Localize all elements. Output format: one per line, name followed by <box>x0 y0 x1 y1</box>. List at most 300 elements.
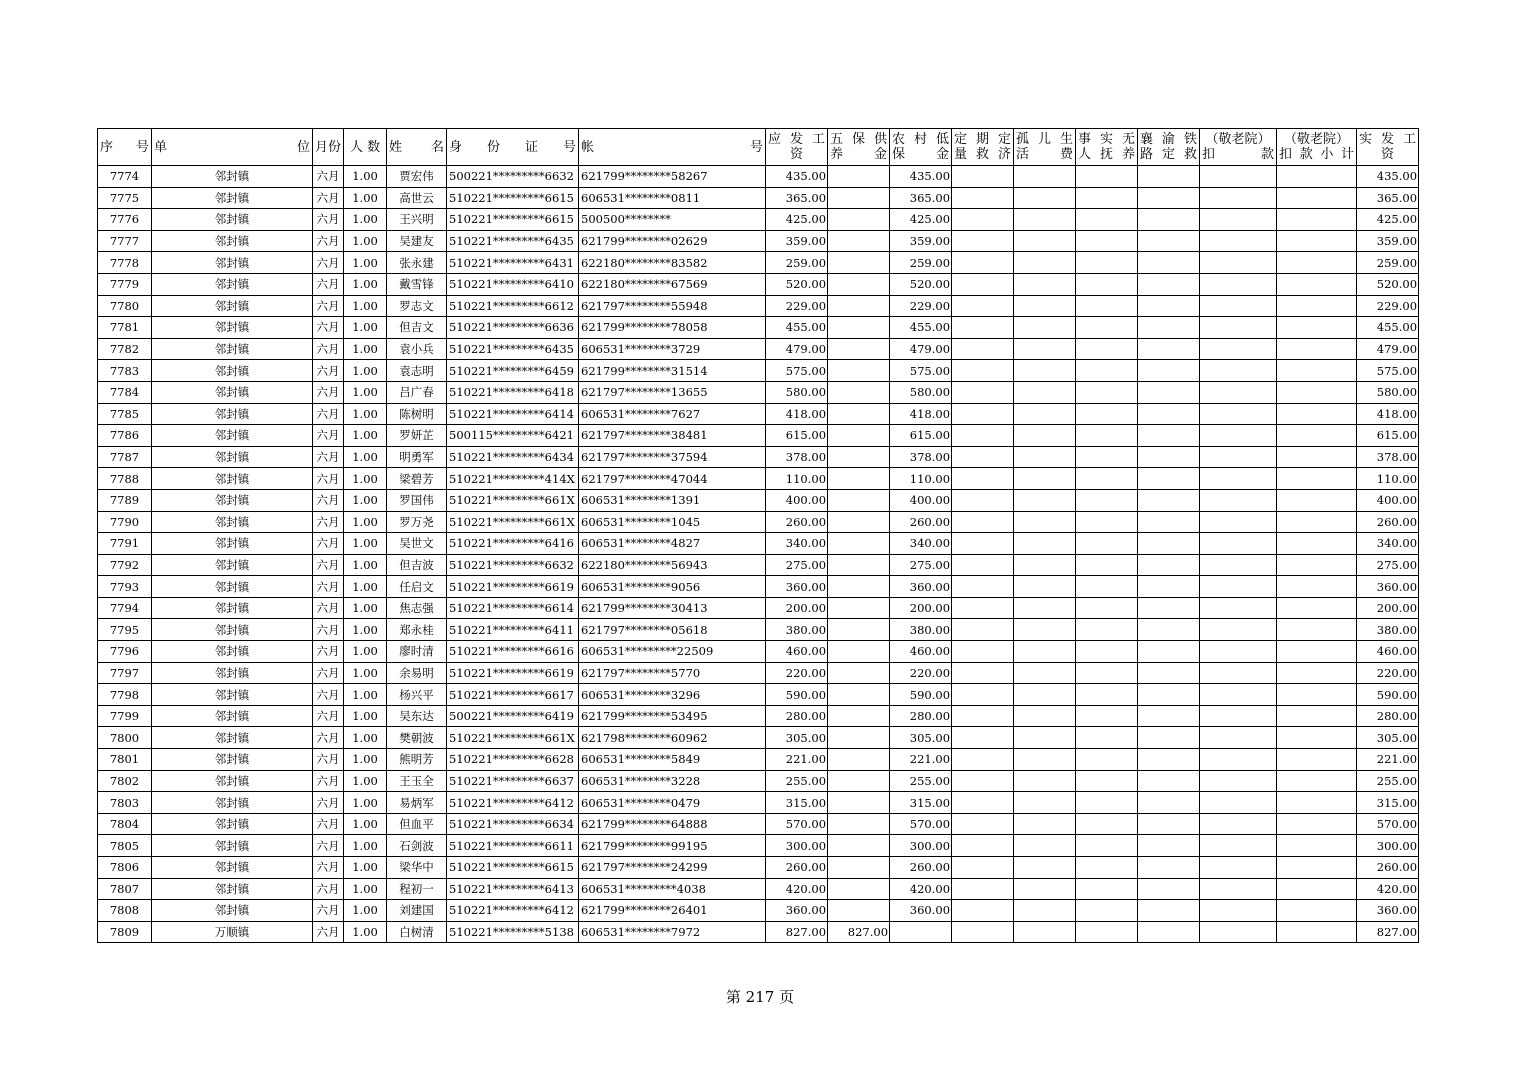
cell-low: 275.00 <box>890 554 952 576</box>
cell-due: 590.00 <box>766 684 828 706</box>
cell-empty <box>1014 684 1076 706</box>
cell-id: 510221*********661X <box>447 727 579 749</box>
cell-seq: 7781 <box>98 317 152 339</box>
cell-count: 1.00 <box>344 166 387 188</box>
cell-empty <box>1277 813 1357 835</box>
cell-name: 杨兴平 <box>387 684 447 706</box>
cell-seq: 7777 <box>98 230 152 252</box>
cell-unit: 邻封镇 <box>152 792 313 814</box>
cell-seq: 7787 <box>98 446 152 468</box>
cell-actual: 615.00 <box>1357 425 1419 447</box>
cell-month: 六月 <box>313 230 344 252</box>
cell-empty <box>1076 900 1138 922</box>
cell-name: 王兴明 <box>387 209 447 231</box>
cell-empty <box>1138 576 1200 598</box>
cell-account: 606531*********22509 <box>579 641 766 663</box>
cell-id: 510221*********6615 <box>447 209 579 231</box>
cell-empty <box>952 403 1014 425</box>
cell-seq: 7808 <box>98 900 152 922</box>
cell-empty <box>1076 662 1138 684</box>
cell-empty <box>1138 857 1200 879</box>
cell-low: 575.00 <box>890 360 952 382</box>
cell-actual: 570.00 <box>1357 813 1419 835</box>
cell-count: 1.00 <box>344 576 387 598</box>
cell-account: 606531********5849 <box>579 749 766 771</box>
table-row <box>98 273 1419 295</box>
cell-empty <box>1277 641 1357 663</box>
cell-empty <box>1200 187 1277 209</box>
cell-empty <box>1138 921 1200 943</box>
cell-empty <box>1014 187 1076 209</box>
cell-empty <box>952 317 1014 339</box>
cell-count: 1.00 <box>344 554 387 576</box>
cell-count: 1.00 <box>344 511 387 533</box>
cell-seq: 7800 <box>98 727 152 749</box>
cell-empty <box>1014 792 1076 814</box>
cell-empty <box>1014 619 1076 641</box>
cell-low: 590.00 <box>890 684 952 706</box>
cell-seq: 7791 <box>98 533 152 555</box>
cell-actual: 400.00 <box>1357 489 1419 511</box>
cell-empty <box>1138 705 1200 727</box>
cell-due: 827.00 <box>766 921 828 943</box>
table-row <box>98 403 1419 425</box>
cell-account: 621799********26401 <box>579 900 766 922</box>
cell-low: 220.00 <box>890 662 952 684</box>
cell-seq: 7805 <box>98 835 152 857</box>
cell-unit: 邻封镇 <box>152 446 313 468</box>
cell-unit: 邻封镇 <box>152 381 313 403</box>
cell-month: 六月 <box>313 813 344 835</box>
table-row <box>98 921 1419 943</box>
cell-name: 但血平 <box>387 813 447 835</box>
cell-due: 455.00 <box>766 317 828 339</box>
cell-account: 606531********0479 <box>579 792 766 814</box>
cell-five <box>828 749 890 771</box>
cell-empty <box>1138 684 1200 706</box>
cell-empty <box>952 770 1014 792</box>
cell-empty <box>952 338 1014 360</box>
cell-seq: 7782 <box>98 338 152 360</box>
cell-count: 1.00 <box>344 425 387 447</box>
cell-empty <box>1014 727 1076 749</box>
cell-count: 1.00 <box>344 273 387 295</box>
cell-empty <box>1277 705 1357 727</box>
cell-account: 621799********99195 <box>579 835 766 857</box>
cell-empty <box>1200 446 1277 468</box>
cell-name: 郑永桂 <box>387 619 447 641</box>
table-row <box>98 619 1419 641</box>
cell-actual: 259.00 <box>1357 252 1419 274</box>
cell-id: 510221*********6414 <box>447 403 579 425</box>
cell-empty <box>952 360 1014 382</box>
cell-unit: 邻封镇 <box>152 533 313 555</box>
cell-id: 510221*********6611 <box>447 835 579 857</box>
cell-empty <box>1200 403 1277 425</box>
cell-due: 520.00 <box>766 273 828 295</box>
cell-empty <box>1200 554 1277 576</box>
table-row <box>98 511 1419 533</box>
cell-seq: 7802 <box>98 770 152 792</box>
cell-id: 510221*********6632 <box>447 554 579 576</box>
cell-seq: 7795 <box>98 619 152 641</box>
header-count: 人 数 <box>344 129 387 166</box>
cell-empty <box>1076 554 1138 576</box>
cell-empty <box>1076 209 1138 231</box>
cell-count: 1.00 <box>344 684 387 706</box>
cell-due: 460.00 <box>766 641 828 663</box>
cell-account: 621799********31514 <box>579 360 766 382</box>
cell-empty <box>1076 921 1138 943</box>
cell-empty <box>1014 511 1076 533</box>
cell-month: 六月 <box>313 619 344 641</box>
cell-id: 510221*********6612 <box>447 295 579 317</box>
cell-unit: 邻封镇 <box>152 684 313 706</box>
cell-empty <box>1277 446 1357 468</box>
cell-five <box>828 727 890 749</box>
cell-empty <box>952 533 1014 555</box>
cell-empty <box>1138 230 1200 252</box>
cell-empty <box>1014 381 1076 403</box>
cell-empty <box>1138 403 1200 425</box>
table-row <box>98 597 1419 619</box>
cell-seq: 7799 <box>98 705 152 727</box>
cell-name: 石剑波 <box>387 835 447 857</box>
cell-name: 易炳军 <box>387 792 447 814</box>
cell-account: 606531********3296 <box>579 684 766 706</box>
cell-month: 六月 <box>313 489 344 511</box>
cell-unit: 邻封镇 <box>152 166 313 188</box>
cell-empty <box>1014 468 1076 490</box>
cell-account: 622180********67569 <box>579 273 766 295</box>
cell-empty <box>1277 230 1357 252</box>
cell-five <box>828 641 890 663</box>
cell-empty <box>1200 857 1277 879</box>
cell-seq: 7807 <box>98 878 152 900</box>
cell-empty <box>1138 273 1200 295</box>
cell-due: 359.00 <box>766 230 828 252</box>
cell-empty <box>952 792 1014 814</box>
cell-name: 罗妍芷 <box>387 425 447 447</box>
cell-empty <box>1277 252 1357 274</box>
cell-empty <box>1277 489 1357 511</box>
table-row <box>98 317 1419 339</box>
cell-account: 606531********4827 <box>579 533 766 555</box>
cell-name: 陈树明 <box>387 403 447 425</box>
cell-empty <box>1200 705 1277 727</box>
cell-five <box>828 900 890 922</box>
cell-empty <box>1200 252 1277 274</box>
cell-empty <box>1138 187 1200 209</box>
cell-due: 400.00 <box>766 489 828 511</box>
cell-account: 606531********7972 <box>579 921 766 943</box>
table-row <box>98 381 1419 403</box>
cell-month: 六月 <box>313 597 344 619</box>
cell-seq: 7809 <box>98 921 152 943</box>
cell-id: 510221*********6617 <box>447 684 579 706</box>
cell-account: 621799********78058 <box>579 317 766 339</box>
cell-month: 六月 <box>313 857 344 879</box>
cell-count: 1.00 <box>344 813 387 835</box>
cell-empty <box>952 273 1014 295</box>
cell-seq: 7798 <box>98 684 152 706</box>
cell-empty <box>1076 446 1138 468</box>
cell-empty <box>1138 511 1200 533</box>
cell-due: 200.00 <box>766 597 828 619</box>
cell-account: 621799********58267 <box>579 166 766 188</box>
cell-five <box>828 533 890 555</box>
cell-low: 570.00 <box>890 813 952 835</box>
cell-unit: 邻封镇 <box>152 489 313 511</box>
cell-account: 621799********53495 <box>579 705 766 727</box>
cell-seq: 7793 <box>98 576 152 598</box>
cell-actual: 221.00 <box>1357 749 1419 771</box>
cell-empty <box>1138 166 1200 188</box>
cell-count: 1.00 <box>344 338 387 360</box>
cell-month: 六月 <box>313 554 344 576</box>
cell-name: 但吉文 <box>387 317 447 339</box>
cell-id: 510221*********414X <box>447 468 579 490</box>
cell-five <box>828 230 890 252</box>
cell-low: 460.00 <box>890 641 952 663</box>
cell-seq: 7801 <box>98 749 152 771</box>
cell-id: 510221*********6636 <box>447 317 579 339</box>
table-row <box>98 662 1419 684</box>
cell-empty <box>1200 533 1277 555</box>
cell-empty <box>1014 878 1076 900</box>
cell-empty <box>1200 317 1277 339</box>
cell-unit: 邻封镇 <box>152 209 313 231</box>
cell-account: 606531********3228 <box>579 770 766 792</box>
cell-empty <box>1076 835 1138 857</box>
cell-five <box>828 597 890 619</box>
cell-empty <box>952 641 1014 663</box>
cell-name: 任启文 <box>387 576 447 598</box>
cell-empty <box>1277 425 1357 447</box>
cell-account: 621799********64888 <box>579 813 766 835</box>
cell-unit: 邻封镇 <box>152 230 313 252</box>
cell-empty <box>1200 576 1277 598</box>
cell-empty <box>1076 360 1138 382</box>
cell-empty <box>1200 684 1277 706</box>
cell-actual: 359.00 <box>1357 230 1419 252</box>
cell-actual: 378.00 <box>1357 446 1419 468</box>
cell-empty <box>952 511 1014 533</box>
cell-id: 510221*********6412 <box>447 792 579 814</box>
cell-five <box>828 705 890 727</box>
cell-five <box>828 511 890 533</box>
cell-empty <box>1076 425 1138 447</box>
cell-empty <box>1277 770 1357 792</box>
cell-empty <box>1076 857 1138 879</box>
cell-count: 1.00 <box>344 468 387 490</box>
cell-low: 110.00 <box>890 468 952 490</box>
cell-month: 六月 <box>313 273 344 295</box>
cell-due: 110.00 <box>766 468 828 490</box>
cell-seq: 7789 <box>98 489 152 511</box>
cell-empty <box>1200 360 1277 382</box>
cell-account: 622180********83582 <box>579 252 766 274</box>
cell-seq: 7797 <box>98 662 152 684</box>
cell-low: 260.00 <box>890 511 952 533</box>
cell-count: 1.00 <box>344 792 387 814</box>
cell-unit: 邻封镇 <box>152 813 313 835</box>
cell-unit: 邻封镇 <box>152 273 313 295</box>
cell-five <box>828 273 890 295</box>
cell-empty <box>1076 576 1138 598</box>
cell-five <box>828 684 890 706</box>
cell-name: 王玉全 <box>387 770 447 792</box>
cell-empty <box>1138 641 1200 663</box>
table-row <box>98 295 1419 317</box>
cell-actual: 220.00 <box>1357 662 1419 684</box>
cell-unit: 邻封镇 <box>152 835 313 857</box>
cell-actual: 260.00 <box>1357 511 1419 533</box>
cell-low: 418.00 <box>890 403 952 425</box>
cell-actual: 827.00 <box>1357 921 1419 943</box>
cell-empty <box>952 446 1014 468</box>
cell-empty <box>1277 273 1357 295</box>
header-pay-actual: 实 发 工 资 <box>1357 129 1419 166</box>
cell-month: 六月 <box>313 403 344 425</box>
cell-empty <box>1200 662 1277 684</box>
cell-empty <box>1076 295 1138 317</box>
cell-name: 廖时清 <box>387 641 447 663</box>
cell-five <box>828 813 890 835</box>
cell-seq: 7792 <box>98 554 152 576</box>
cell-five <box>828 446 890 468</box>
cell-due: 580.00 <box>766 381 828 403</box>
cell-account: 606531*********4038 <box>579 878 766 900</box>
cell-account: 606531********1045 <box>579 511 766 533</box>
cell-id: 510221*********6413 <box>447 878 579 900</box>
cell-seq: 7804 <box>98 813 152 835</box>
cell-id: 510221*********6435 <box>447 230 579 252</box>
cell-count: 1.00 <box>344 209 387 231</box>
cell-five <box>828 209 890 231</box>
table-row <box>98 446 1419 468</box>
cell-low <box>890 921 952 943</box>
cell-unit: 邻封镇 <box>152 878 313 900</box>
cell-empty <box>1076 230 1138 252</box>
cell-account: 606531********3729 <box>579 338 766 360</box>
cell-empty <box>1200 295 1277 317</box>
cell-name: 高世云 <box>387 187 447 209</box>
table-row <box>98 230 1419 252</box>
cell-due: 380.00 <box>766 619 828 641</box>
cell-count: 1.00 <box>344 770 387 792</box>
cell-seq: 7803 <box>98 792 152 814</box>
table-row <box>98 489 1419 511</box>
cell-count: 1.00 <box>344 360 387 382</box>
cell-seq: 7783 <box>98 360 152 382</box>
cell-empty <box>1138 425 1200 447</box>
table-row <box>98 835 1419 857</box>
cell-empty <box>952 187 1014 209</box>
cell-empty <box>952 166 1014 188</box>
cell-empty <box>1277 921 1357 943</box>
cell-seq: 7774 <box>98 166 152 188</box>
cell-empty <box>1076 727 1138 749</box>
cell-account: 621797********37594 <box>579 446 766 468</box>
cell-empty <box>1076 705 1138 727</box>
cell-actual: 580.00 <box>1357 381 1419 403</box>
table-row <box>98 338 1419 360</box>
cell-id: 510221*********6435 <box>447 338 579 360</box>
header-de-facto: 事 实 无 人 抚 养 <box>1076 129 1138 166</box>
cell-empty <box>1277 684 1357 706</box>
cell-unit: 邻封镇 <box>152 511 313 533</box>
cell-unit: 邻封镇 <box>152 597 313 619</box>
table-row <box>98 166 1419 188</box>
table-row <box>98 209 1419 231</box>
cell-empty <box>1014 403 1076 425</box>
cell-empty <box>1200 641 1277 663</box>
cell-empty <box>952 749 1014 771</box>
cell-empty <box>1076 489 1138 511</box>
table-row <box>98 684 1419 706</box>
cell-low: 360.00 <box>890 576 952 598</box>
cell-empty <box>1277 662 1357 684</box>
cell-count: 1.00 <box>344 835 387 857</box>
cell-unit: 邻封镇 <box>152 425 313 447</box>
cell-month: 六月 <box>313 835 344 857</box>
cell-account: 621797********24299 <box>579 857 766 879</box>
cell-empty <box>1277 792 1357 814</box>
cell-due: 340.00 <box>766 533 828 555</box>
cell-empty <box>1138 252 1200 274</box>
cell-unit: 邻封镇 <box>152 295 313 317</box>
cell-id: 510221*********6615 <box>447 187 579 209</box>
cell-name: 熊明芳 <box>387 749 447 771</box>
cell-empty <box>952 727 1014 749</box>
cell-empty <box>1014 209 1076 231</box>
cell-month: 六月 <box>313 576 344 598</box>
cell-low: 425.00 <box>890 209 952 231</box>
cell-unit: 邻封镇 <box>152 857 313 879</box>
cell-due: 615.00 <box>766 425 828 447</box>
cell-name: 焦志强 <box>387 597 447 619</box>
cell-empty <box>1277 900 1357 922</box>
cell-five <box>828 252 890 274</box>
cell-empty <box>1014 273 1076 295</box>
header-seq: 序 号 <box>98 129 152 166</box>
cell-month: 六月 <box>313 295 344 317</box>
cell-id: 510221*********6615 <box>447 857 579 879</box>
cell-empty <box>1277 209 1357 231</box>
header-elder-subtotal: （敬老院） 扣 款 小 计 <box>1277 129 1357 166</box>
cell-unit: 邻封镇 <box>152 554 313 576</box>
cell-unit: 邻封镇 <box>152 576 313 598</box>
cell-name: 吕广春 <box>387 381 447 403</box>
cell-due: 260.00 <box>766 511 828 533</box>
cell-low: 378.00 <box>890 446 952 468</box>
cell-id: 510221*********6634 <box>447 813 579 835</box>
cell-empty <box>1200 619 1277 641</box>
cell-count: 1.00 <box>344 749 387 771</box>
cell-actual: 360.00 <box>1357 576 1419 598</box>
table-row <box>98 749 1419 771</box>
cell-empty <box>1277 295 1357 317</box>
table-row <box>98 360 1419 382</box>
cell-empty <box>1200 511 1277 533</box>
cell-low: 229.00 <box>890 295 952 317</box>
cell-five <box>828 295 890 317</box>
cell-empty <box>1138 878 1200 900</box>
cell-empty <box>1277 554 1357 576</box>
cell-low: 255.00 <box>890 770 952 792</box>
cell-empty <box>1014 425 1076 447</box>
